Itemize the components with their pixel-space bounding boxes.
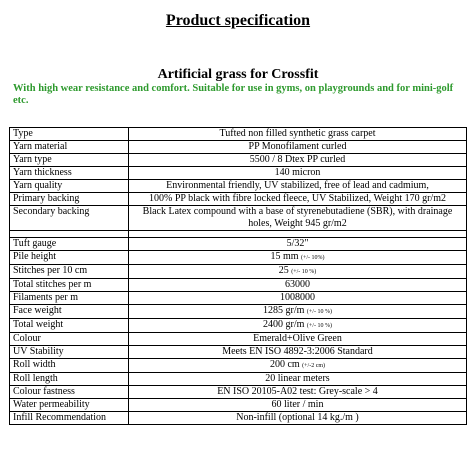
spec-value <box>129 292 467 305</box>
spec-row <box>10 279 467 292</box>
spec-value <box>129 238 467 251</box>
spec-row <box>10 373 467 386</box>
spec-row <box>10 386 467 399</box>
spec-tolerance: (+/-2 cm) <box>302 363 326 369</box>
spec-value <box>129 386 467 399</box>
spec-row <box>10 154 467 167</box>
spec-row <box>10 180 467 193</box>
spec-value <box>129 193 467 206</box>
spec-row <box>10 251 467 265</box>
spec-label: Yarn material <box>10 141 129 154</box>
spec-value <box>129 305 467 319</box>
spec-value <box>129 167 467 180</box>
spec-label: UV Stability <box>10 346 129 359</box>
spec-value-text: 1285 gr/m <box>263 305 305 316</box>
spec-value-text: PP Monofilament curled <box>248 141 347 152</box>
spec-label: Face weight <box>10 305 129 319</box>
spec-value-text: 5500 / 8 Dtex PP curled <box>249 154 346 165</box>
spec-row <box>10 238 467 251</box>
spec-label: Roll width <box>10 359 129 373</box>
spec-value <box>129 412 467 425</box>
spec-row <box>10 193 467 206</box>
spec-value-text: 63000 <box>285 279 310 290</box>
spec-label: Water permeability <box>10 399 129 412</box>
spec-tolerance: (+/- 10 %) <box>306 309 332 315</box>
spec-value <box>129 206 467 231</box>
spec-gap-row <box>10 231 467 238</box>
spec-table <box>9 127 467 425</box>
spec-value-text: 25 <box>278 265 289 276</box>
spec-value-text: Meets EN ISO 4892-3:2006 Standard <box>222 346 373 357</box>
spec-row <box>10 265 467 279</box>
spec-tolerance: (+/- 10 %) <box>291 269 317 275</box>
spec-value-text: Non-infill (optional 14 kg./m ) <box>236 412 359 423</box>
spec-value-text: 2400 gr/m <box>263 319 305 330</box>
spec-row <box>10 305 467 319</box>
spec-value-text: 200 cm <box>269 359 300 370</box>
spec-label: Yarn quality <box>10 180 129 193</box>
spec-row <box>10 346 467 359</box>
spec-gap-cell <box>129 231 467 238</box>
spec-value <box>129 180 467 193</box>
spec-row <box>10 167 467 180</box>
spec-value-text: Emerald+Olive Green <box>253 333 342 344</box>
spec-tolerance: (+/- 10%) <box>301 255 325 261</box>
spec-value <box>129 141 467 154</box>
spec-row <box>10 319 467 333</box>
spec-value-text: 15 mm <box>270 251 299 262</box>
spec-value <box>129 251 467 265</box>
spec-row <box>10 359 467 373</box>
spec-value <box>129 128 467 141</box>
spec-value-text: Black Latex compound with a base of styrenebutadiene (SBR), with drainage holes, Weight 945 gr/m2 <box>142 206 453 229</box>
spec-label: Total stitches per m <box>10 279 129 292</box>
spec-label: Primary backing <box>10 193 129 206</box>
spec-row <box>10 292 467 305</box>
spec-row <box>10 141 467 154</box>
spec-row <box>10 128 467 141</box>
spec-row <box>10 333 467 346</box>
spec-label: Stitches per 10 cm <box>10 265 129 279</box>
spec-label: Total weight <box>10 319 129 333</box>
spec-label: Infill Recommendation <box>10 412 129 425</box>
document-title: Product specification <box>165 12 311 29</box>
spec-value <box>129 265 467 279</box>
spec-row <box>10 412 467 425</box>
spec-value-text: EN ISO 20105-A02 test: Grey-scale > 4 <box>217 386 378 397</box>
spec-value <box>129 333 467 346</box>
spec-table-body <box>10 128 467 425</box>
spec-tolerance: (+/- 10 %) <box>306 323 332 329</box>
spec-value <box>129 399 467 412</box>
spec-row <box>10 399 467 412</box>
spec-label: Filaments per m <box>10 292 129 305</box>
spec-value-text: 60 liter / min <box>271 399 324 410</box>
spec-value-text: 5/32" <box>286 238 309 249</box>
spec-value <box>129 373 467 386</box>
spec-label: Roll length <box>10 373 129 386</box>
spec-value <box>129 154 467 167</box>
spec-value-text: Tufted non filled synthetic grass carpet <box>219 128 376 139</box>
spec-row <box>10 206 467 231</box>
spec-value <box>129 346 467 359</box>
product-title: Artificial grass for Crossfit <box>157 67 319 82</box>
spec-value-text: 1008000 <box>280 292 315 303</box>
spec-label: Yarn thickness <box>10 167 129 180</box>
spec-label: Colour <box>10 333 129 346</box>
spec-value-text: 140 micron <box>274 167 321 178</box>
spec-value <box>129 279 467 292</box>
spec-label: Yarn type <box>10 154 129 167</box>
spec-value-text: Environmental friendly, UV stabilized, free of lead and cadmium, <box>166 180 429 191</box>
spec-label: Secondary backing <box>10 206 129 231</box>
spec-value-text: 20 linear meters <box>265 373 330 384</box>
spec-value-text: 100% PP black with fibre locked fleece, UV Stabilized, Weight 170 gr/m2 <box>148 193 446 204</box>
spec-value <box>129 359 467 373</box>
spec-label: Tuft gauge <box>10 238 129 251</box>
spec-label: Type <box>10 128 129 141</box>
spec-label: Colour fastness <box>10 386 129 399</box>
spec-value <box>129 319 467 333</box>
spec-gap-cell <box>10 231 129 238</box>
product-intro: With high wear resistance and comfort. Suitable for use in gyms, on playgrounds and for mini-golf etc. <box>13 83 454 106</box>
spec-label: Pile height <box>10 251 129 265</box>
